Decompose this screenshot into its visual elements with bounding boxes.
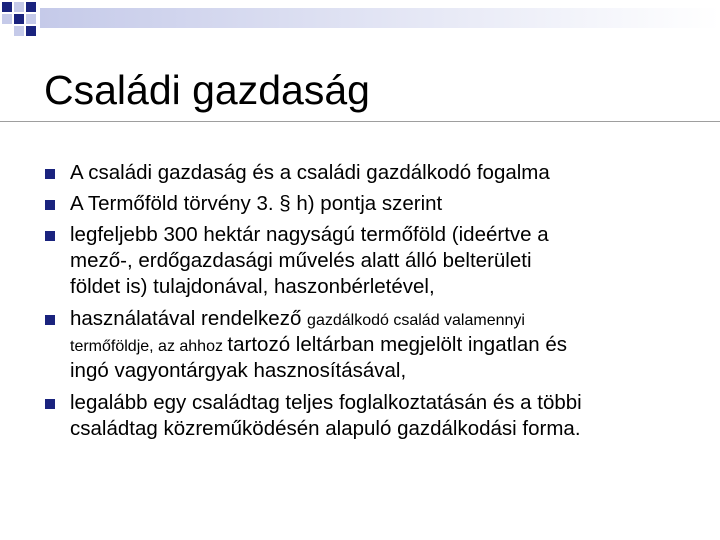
title-underline bbox=[0, 121, 720, 122]
deco-square bbox=[26, 14, 36, 24]
deco-square bbox=[2, 14, 12, 24]
bullet-marker bbox=[45, 231, 55, 241]
deco-square bbox=[26, 26, 36, 36]
bullet-text: családtag közreműködésén alapuló gazdálkodási forma. bbox=[70, 417, 581, 440]
deco-square bbox=[14, 14, 24, 24]
bullet-text: tartozó leltárban megjelölt ingatlan és bbox=[227, 333, 568, 356]
bullet-text: gazdálkodó család valamennyi bbox=[307, 312, 525, 329]
deco-square bbox=[26, 2, 36, 12]
bullet-marker bbox=[45, 315, 55, 325]
bullet-text-line bbox=[70, 192, 442, 216]
bullet-text: legfeljebb 300 hektár nagyságú termőföld (ideértve a bbox=[70, 223, 549, 246]
bullet-text-line bbox=[70, 223, 549, 247]
bullet-text: legalább egy családtag teljes foglalkoztatásán és a többi bbox=[70, 391, 582, 414]
bullet-text-line bbox=[70, 333, 567, 359]
bullet-text: mező-, erdőgazdasági művelés alatt álló belterületi bbox=[70, 249, 532, 272]
bullet-marker bbox=[45, 399, 55, 409]
bullet-text-line bbox=[70, 307, 525, 333]
bullet-text-line bbox=[70, 161, 550, 185]
bullet-text: használatával rendelkező bbox=[70, 307, 308, 330]
header-gradient-bar bbox=[40, 8, 720, 28]
header-decoration bbox=[0, 0, 720, 40]
bullet-marker bbox=[45, 200, 55, 210]
bullet-text: ingó vagyontárgyak hasznosításával, bbox=[70, 359, 407, 382]
bullet-marker bbox=[45, 169, 55, 179]
bullet-text-line bbox=[70, 249, 532, 273]
bullet-text-line bbox=[70, 417, 581, 441]
bullet-text-line bbox=[70, 359, 406, 383]
deco-square bbox=[14, 2, 24, 12]
deco-square bbox=[2, 2, 12, 12]
bullet-text: termőföldje, az ahhoz bbox=[70, 338, 228, 355]
deco-square bbox=[14, 26, 24, 36]
bullet-text: földet is) tulajdonával, haszonbérletével, bbox=[70, 275, 435, 298]
slide-title: Családi gazdaság bbox=[44, 67, 370, 113]
bullet-text-line bbox=[70, 391, 582, 415]
bullet-text-line bbox=[70, 275, 435, 299]
bullet-text: A Termőföld törvény 3. § h) pontja szerint bbox=[70, 192, 443, 215]
bullet-text: A családi gazdaság és a családi gazdálkodó fogalma bbox=[70, 161, 550, 184]
